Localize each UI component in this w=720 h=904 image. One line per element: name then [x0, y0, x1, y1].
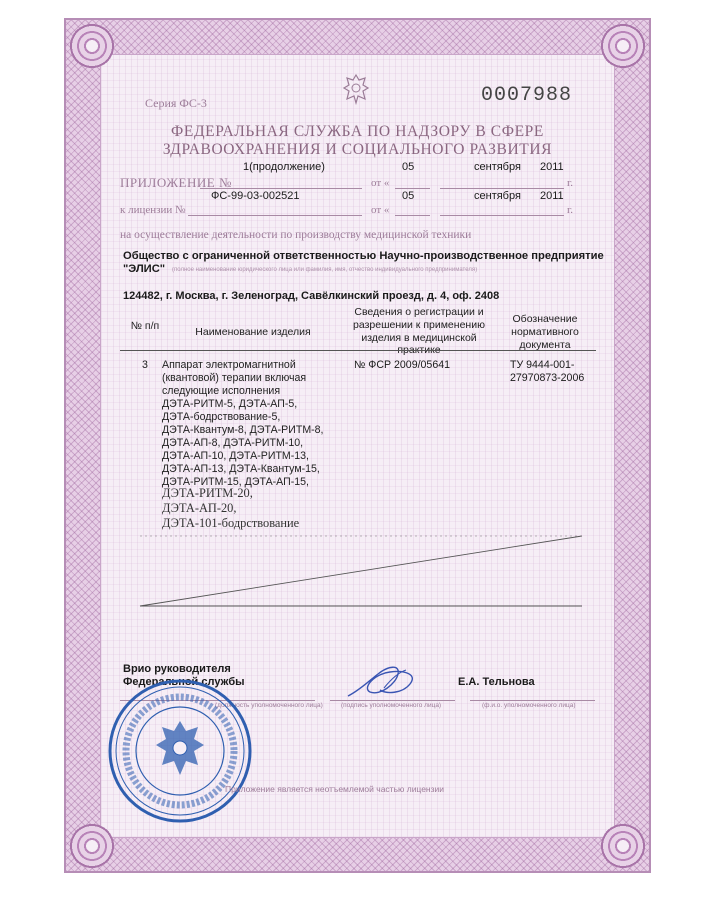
- row-name-line: ДЭТА-РИТМ-5, ДЭТА-АП-5,: [162, 398, 298, 410]
- corner-rosette-icon: [68, 22, 116, 70]
- row-standard-line1: ТУ 9444-001-: [510, 359, 575, 371]
- activity-text: на осуществление деятельности по производству медицинской техники: [120, 229, 472, 241]
- row-name-line: (квантовой) терапии включая: [162, 372, 307, 384]
- corner-rosette-icon: [599, 22, 647, 70]
- table-header-registration: Сведения о регистрации и разрешении к применению изделия в медицинской практике: [353, 306, 485, 357]
- license-label: к лицензии №: [120, 204, 186, 216]
- series-label: Серия ФС-3: [145, 96, 207, 110]
- corner-rosette-icon: [68, 822, 116, 870]
- agency-heading-line2: ЗДРАВООХРАНЕНИЯ И СОЦИАЛЬНОГО РАЗВИТИЯ: [162, 141, 553, 158]
- row-name-line: ДЭТА-АП-13, ДЭТА-Квантум-15,: [162, 463, 320, 475]
- row-standard-line2: 27970873-2006: [510, 372, 585, 384]
- caption-signature: (подпись уполномоченного лица): [341, 702, 442, 709]
- license-day-line: [395, 215, 430, 216]
- row-name-line: ДЭТА-АП-10, ДЭТА-РИТМ-13,: [162, 450, 309, 462]
- appendix-year: 2011: [540, 161, 564, 173]
- row-registration: № ФСР 2009/05641: [354, 359, 450, 371]
- organization-name-line1: Общество с ограниченной ответственностью Научно-производственное предприятие: [123, 250, 604, 262]
- appendix-day: 05: [402, 161, 415, 173]
- appendix-month: сентября: [474, 161, 521, 173]
- row-name-line: Аппарат электромагнитной: [162, 359, 296, 371]
- row-name-line: ДЭТА-РИТМ-15, ДЭТА-АП-15,: [162, 476, 309, 488]
- license-day: 05: [402, 190, 415, 202]
- serial-number: 0007988: [481, 84, 573, 107]
- signatory-title-line2: Федеральной службы: [123, 676, 245, 688]
- row-name-line: ДЭТА-АП-8, ДЭТА-РИТМ-10,: [162, 437, 304, 449]
- license-number: ФС-99-03-002521: [211, 190, 300, 202]
- empty-space-strike: [130, 530, 590, 615]
- license-date-line: [440, 215, 564, 216]
- appendix-year-suffix: г.: [567, 177, 574, 189]
- row-name-line: ДЭТА-Квантум-8, ДЭТА-РИТМ-8,: [162, 424, 324, 436]
- appendix-from-label: от «: [371, 177, 390, 189]
- license-year-suffix: г.: [567, 204, 574, 216]
- row-name-typed-line: ДЭТА-АП-20,: [162, 501, 237, 515]
- signatory-name: Е.А. Тельнова: [458, 676, 535, 688]
- coat-of-arms-icon: [341, 72, 371, 106]
- appendix-date-line: [440, 188, 564, 189]
- organization-name-line2: "ЭЛИС": [123, 263, 166, 275]
- table-header-number: № п/п: [130, 320, 160, 332]
- caption-name: (ф.и.о. уполномоченного лица): [482, 702, 576, 709]
- organization-address: 124482, г. Москва, г. Зеленоград, Савёлкинский проезд, д. 4, оф. 2408: [123, 290, 500, 302]
- caption-position: (должность уполномоченного лица): [215, 702, 323, 709]
- row-number: 3: [142, 359, 148, 371]
- appendix-number: 1(продолжение): [243, 161, 325, 173]
- row-name-typed-line: ДЭТА-101-бодрствование: [162, 516, 300, 530]
- appendix-day-line: [395, 188, 430, 189]
- row-name-line: следующие исполнения: [162, 385, 281, 397]
- table-header-divider: [120, 350, 596, 351]
- row-name-typed-line: ДЭТА-РИТМ-20,: [162, 486, 253, 500]
- license-year: 2011: [540, 190, 564, 202]
- handwritten-signature: [340, 660, 430, 705]
- license-number-line: [188, 215, 362, 216]
- appendix-label: ПРИЛОЖЕНИЕ №: [120, 175, 232, 190]
- license-from-label: от «: [371, 204, 390, 216]
- table-header-standard: Обозначение нормативного документа: [511, 313, 579, 351]
- corner-rosette-icon: [599, 822, 647, 870]
- signatory-title-line1: Врио руководителя: [123, 663, 231, 675]
- row-name-line: ДЭТА-бодрствование-5,: [162, 411, 281, 423]
- official-round-stamp: [106, 677, 254, 825]
- agency-heading-line1: ФЕДЕРАЛЬНАЯ СЛУЖБА ПО НАДЗОРУ В СФЕРЕ: [171, 123, 544, 140]
- footer-note: Приложение является неотъемлемой частью лицензии: [225, 784, 445, 794]
- license-month: сентября: [474, 190, 521, 202]
- organization-hint: (полное наименование юридического лица или фамилия, имя, отчество индивидуального предпринимателя): [172, 267, 478, 273]
- name-line: [470, 700, 595, 701]
- table-header-name: Наименование изделия: [195, 326, 311, 338]
- appendix-number-line: [200, 188, 362, 189]
